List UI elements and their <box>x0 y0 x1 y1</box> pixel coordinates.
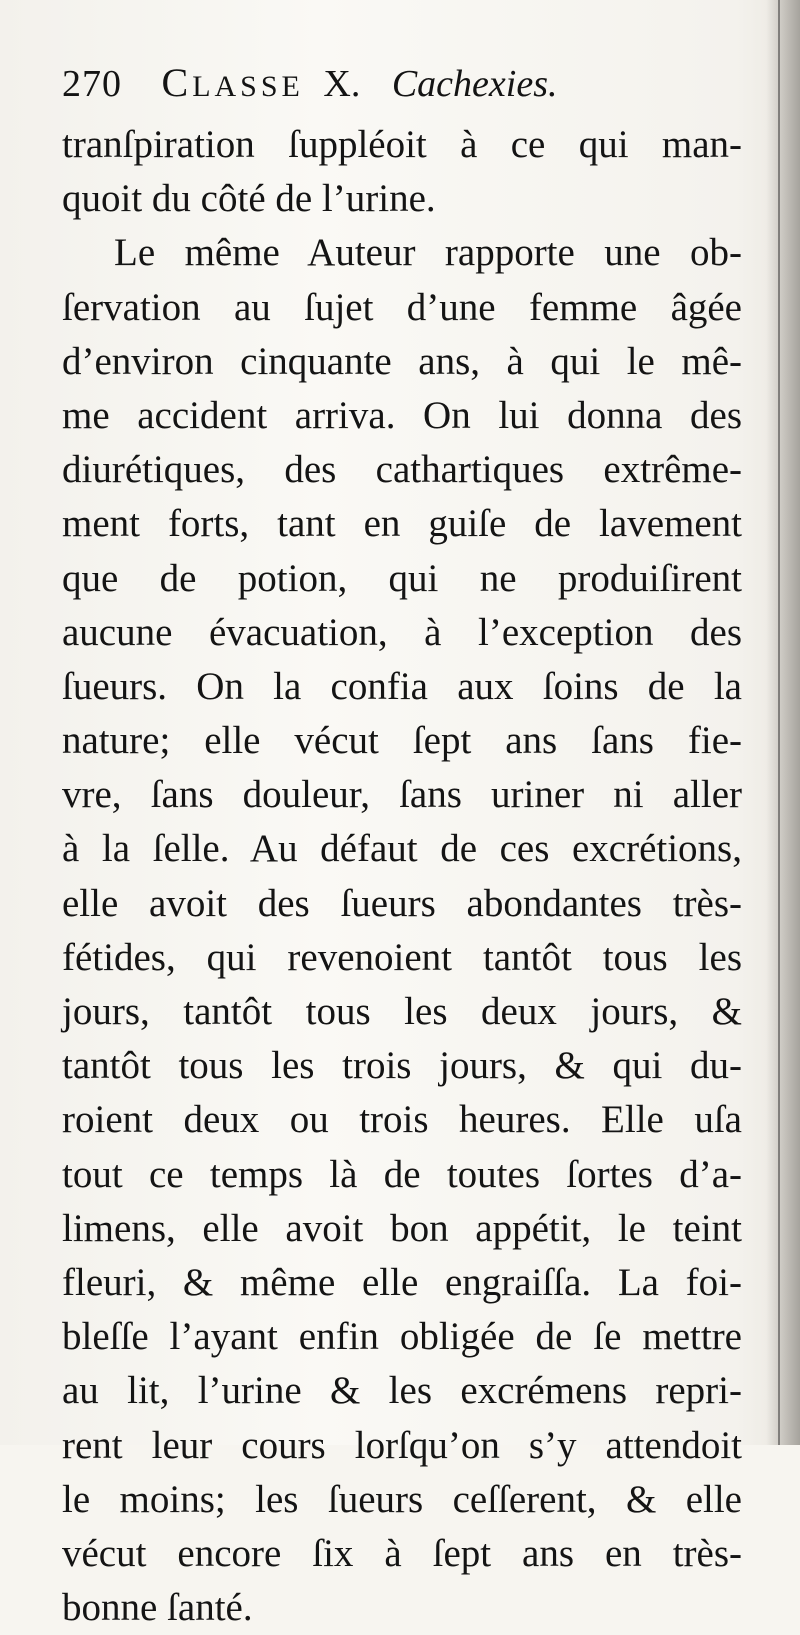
text-line: roient deux ou trois heures. Elle uſa <box>62 1098 742 1142</box>
text-line: diurétiques, des cathartiques extrême- <box>62 448 742 492</box>
text-line: tantôt tous les trois jours, & qui du- <box>62 1044 742 1088</box>
text-line: au lit, l’urine & les excrémens repri- <box>62 1369 742 1413</box>
text-line: vécut encore ſix à ſept ans en très- <box>62 1531 742 1575</box>
text-line: rent leur cours lorſqu’on s’y attendoit <box>62 1423 742 1467</box>
text-line: que de potion, qui ne produiſirent <box>62 556 742 600</box>
text-line: elle avoit des ſueurs abondantes très- <box>62 881 742 925</box>
class-number: X. <box>323 63 361 105</box>
text-line: limens, elle avoit bon appétit, le teint <box>62 1206 742 1250</box>
text-line: bleſſe l’ayant enfin obligée de ſe mettre <box>62 1315 742 1359</box>
text-line: vre, ſans douleur, ſans uriner ni aller <box>62 773 742 817</box>
text-line: me accident arriva. On lui donna des <box>62 393 742 437</box>
text-line: ſervation au ſujet d’une femme âgée <box>62 285 742 329</box>
text-line: à la ſelle. Au défaut de ces excrétions, <box>62 827 742 871</box>
running-header <box>62 58 662 108</box>
text-line: jours, tantôt tous les deux jours, & <box>62 990 742 1033</box>
paragraph-last-line: bonne ſanté. <box>62 1586 253 1630</box>
text-line: quoit du côté de l’urine. <box>62 177 436 221</box>
text-line: d’environ cinquante ans, à qui le mê- <box>62 339 742 383</box>
text-line: tout ce temps là de toutes ſortes d’a- <box>62 1152 742 1196</box>
text-line: nature; elle vécut ſept ans ſans fie- <box>62 719 742 763</box>
text-line: fétides, qui revenoient tantôt tous les <box>62 935 742 979</box>
text-line: fleuri, & même elle engraiſſa. La foi- <box>62 1260 742 1304</box>
class-label-initial: C <box>161 60 193 105</box>
text-line: ment forts, tant en guiſe de lavement <box>62 502 742 546</box>
text-line: tranſpiration ſuppléoit à ce qui man- <box>62 123 742 166</box>
text-line: le moins; les ſueurs ceſſerent, & elle <box>62 1477 742 1521</box>
page-gutter-edge <box>778 0 780 1445</box>
class-label-rest: LASSE <box>192 70 304 103</box>
body-text <box>62 118 742 1635</box>
paragraph-first-line: Le même Auteur rapporte une ob- <box>114 231 742 275</box>
text-line: aucune évacuation, à l’exception des <box>62 610 742 654</box>
class-label <box>161 60 304 105</box>
page-number: 270 <box>62 63 122 105</box>
section-title: Cachexies. <box>391 63 558 105</box>
page-gutter-shadow <box>766 0 800 1445</box>
text-line: ſueurs. On la confia aux ſoins de la <box>62 664 742 708</box>
